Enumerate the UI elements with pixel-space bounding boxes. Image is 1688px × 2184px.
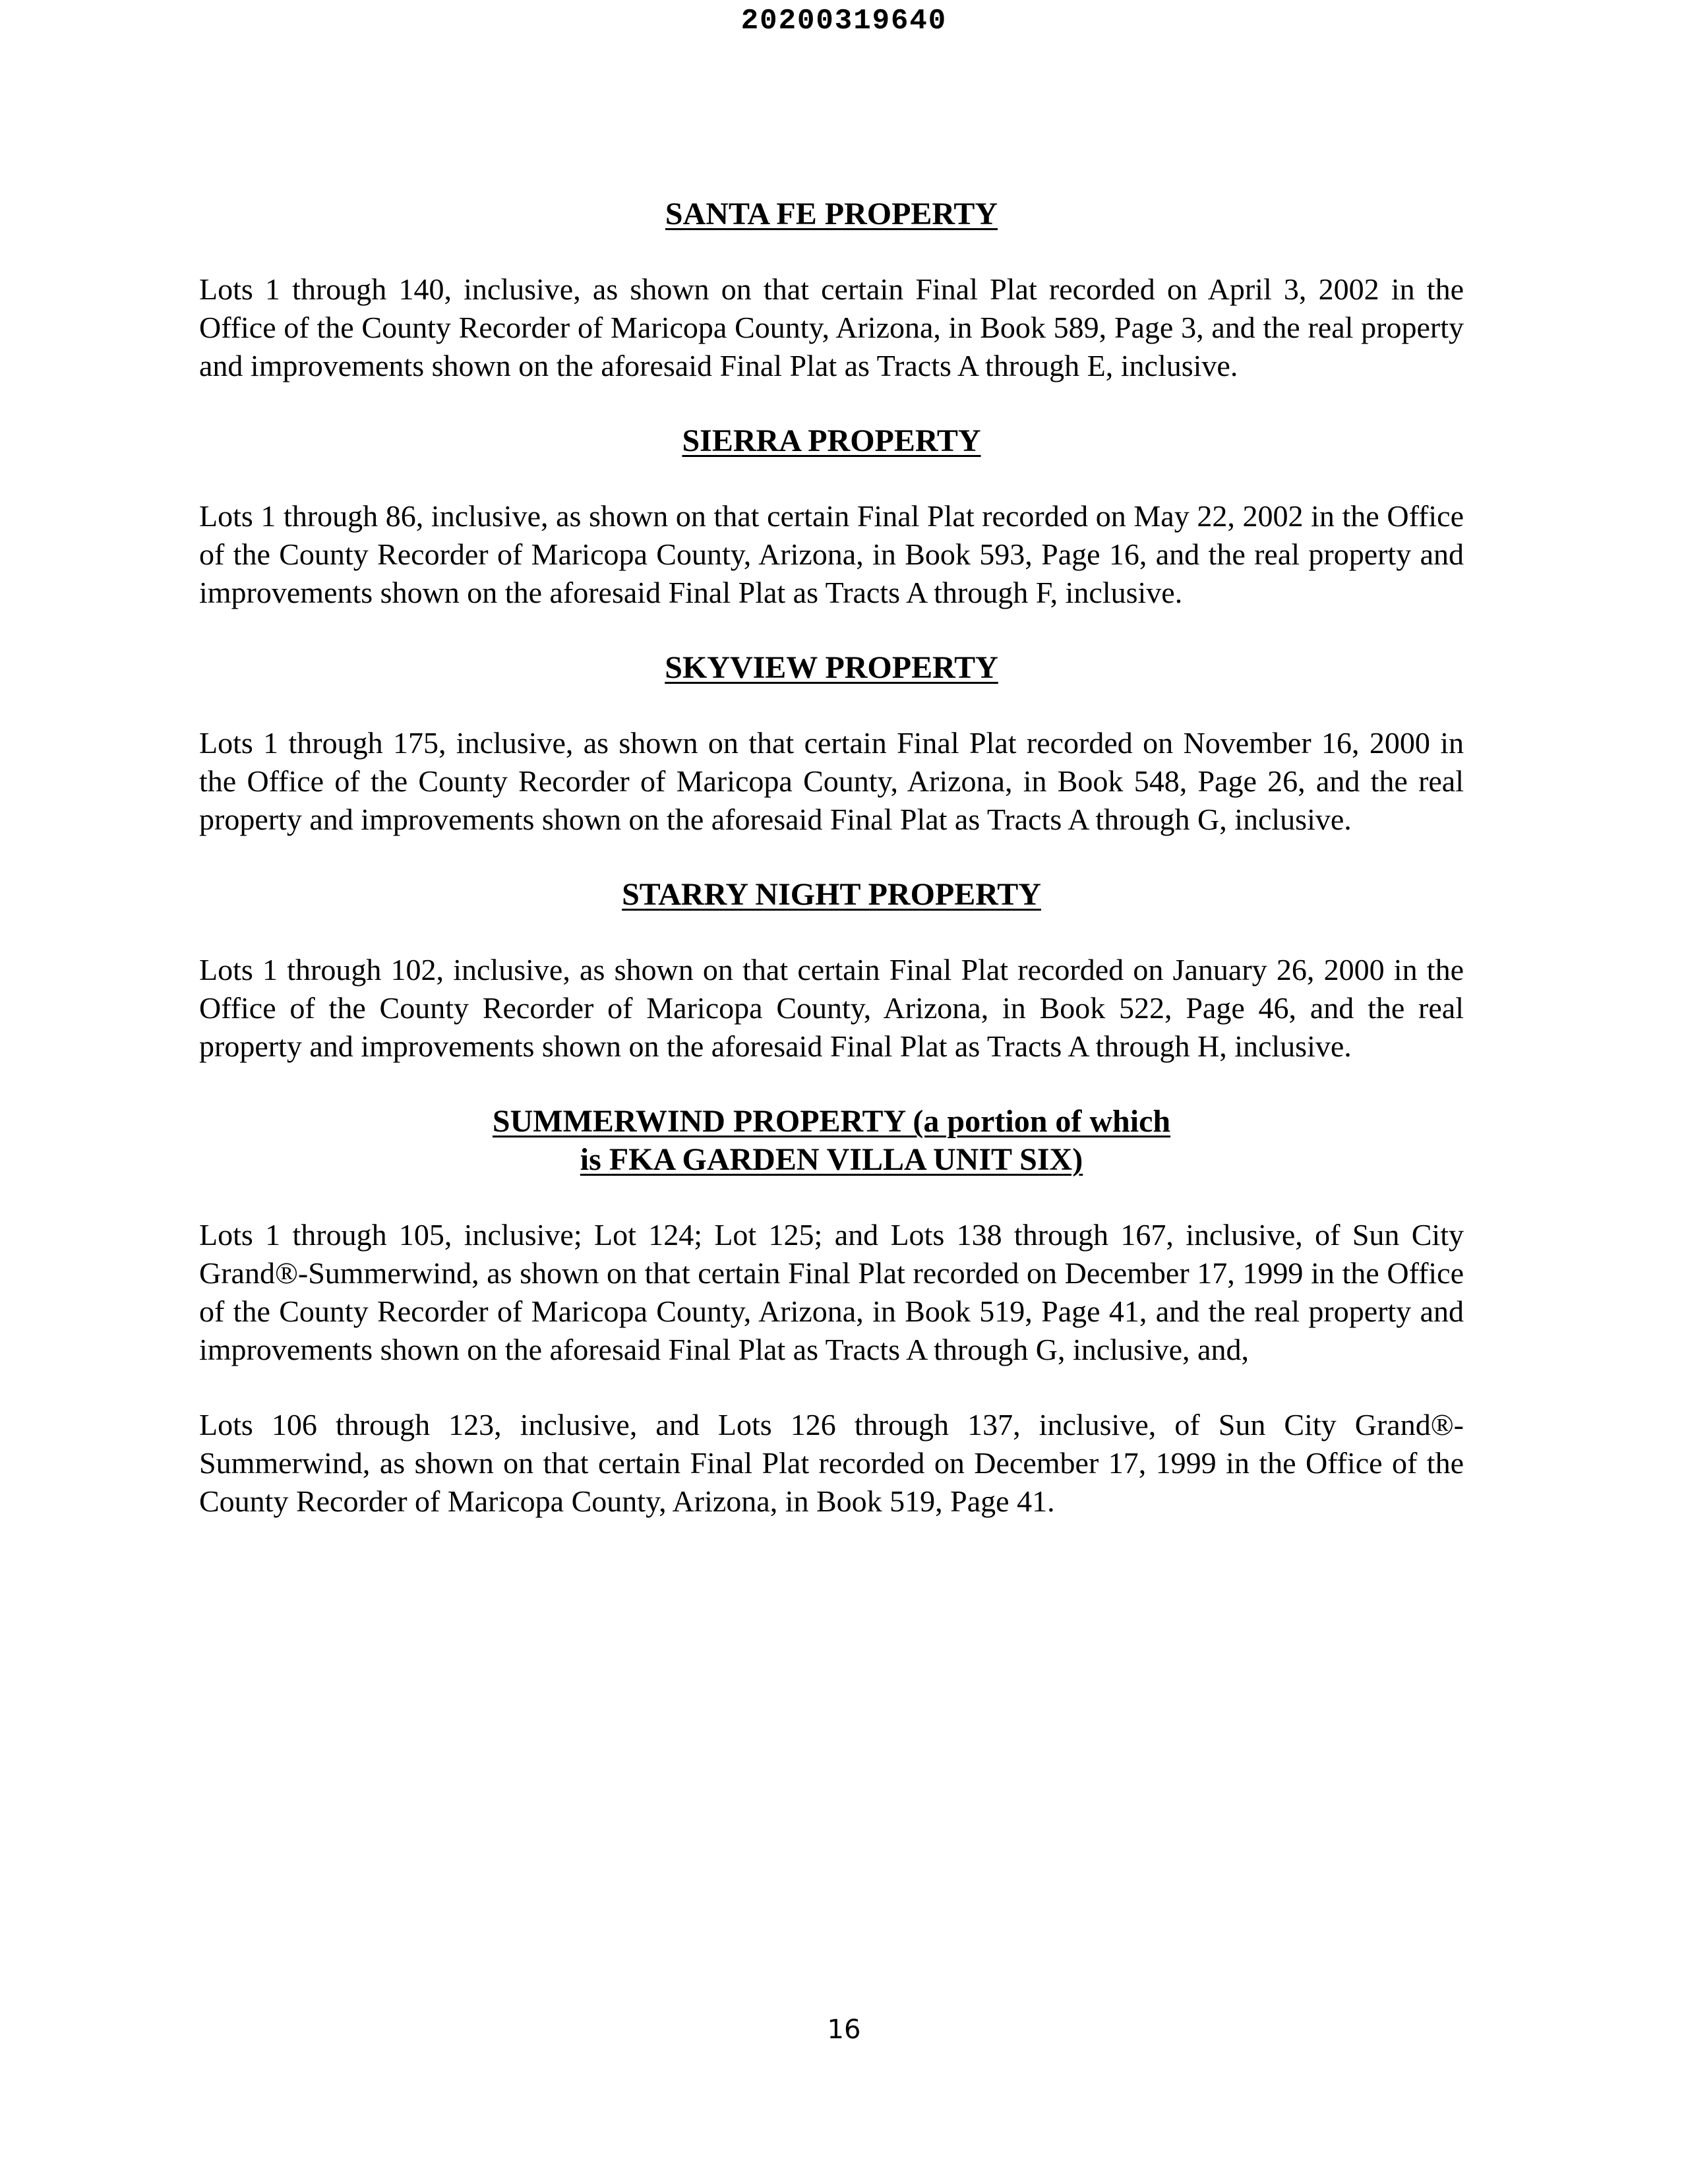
section-santa-fe — [199, 195, 1464, 385]
heading-line: SKYVIEW PROPERTY — [665, 650, 998, 685]
recording-number: 20200319640 — [740, 5, 948, 38]
heading-line: is FKA GARDEN VILLA UNIT SIX) — [580, 1142, 1083, 1177]
section-heading — [199, 422, 1464, 460]
legal-description-paragraph: Lots 1 through 105, inclusive; Lot 124; Lot 125; and Lots 138 through 167, inclusive, of Sun City Grand®-Summerwind, as shown on that certain Final Plat recorded on December 17, 1999 in the Office of the County Recorder of Maricopa County, Arizona, in Book 519, Page 41, and the real property and improvements shown on the aforesaid Final Plat as Tracts A through G, inclusive, and, — [199, 1218, 1464, 1366]
heading-line: SUMMERWIND PROPERTY (a portion of which — [492, 1104, 1171, 1139]
section-skyview — [199, 649, 1464, 839]
heading-line: STARRY NIGHT PROPERTY — [622, 877, 1041, 912]
legal-description-paragraph: Lots 1 through 140, inclusive, as shown on that certain Final Plat recorded on April 3, 2002 in the Office of the County Recorder of Maricopa County, Arizona, in Book 589, Page 3, and the real property and improvements shown on the aforesaid Final Plat as Tracts A through E, inclusive. — [199, 272, 1464, 382]
legal-description-paragraph: Lots 1 through 102, inclusive, as shown on that certain Final Plat recorded on January 26, 2000 in the Office of the County Recorder of Maricopa County, Arizona, in Book 522, Page 46, and the real property and improvements shown on the aforesaid Final Plat as Tracts A through H, inclusive. — [199, 953, 1464, 1063]
section-heading — [199, 195, 1464, 233]
section-heading — [199, 649, 1464, 687]
legal-description-paragraph: Lots 1 through 175, inclusive, as shown on that certain Final Plat recorded on November 16, 2000 in the Office of the County Recorder of Maricopa County, Arizona, in Book 548, Page 26, and the real property and improvements shown on the aforesaid Final Plat as Tracts A through G, inclusive. — [199, 726, 1464, 836]
legal-description-paragraph: Lots 1 through 86, inclusive, as shown on that certain Final Plat recorded on May 22, 2002 in the Office of the County Recorder of Maricopa County, Arizona, in Book 593, Page 16, and the real property and improvements shown on the aforesaid Final Plat as Tracts A through F, inclusive. — [199, 499, 1464, 609]
section-heading — [199, 876, 1464, 914]
section-sierra — [199, 422, 1464, 612]
section-summerwind — [199, 1103, 1464, 1521]
page-number: 16 — [827, 2015, 861, 2045]
heading-line: SANTA FE PROPERTY — [665, 197, 998, 231]
heading-line: SIERRA PROPERTY — [682, 423, 981, 458]
section-starry-night — [199, 876, 1464, 1066]
section-heading — [199, 1103, 1464, 1179]
document-body — [199, 195, 1464, 1558]
legal-description-paragraph: Lots 106 through 123, inclusive, and Lots 126 through 137, inclusive, of Sun City Grand®-Summerwind, as shown on that certain Final Plat recorded on December 17, 1999 in the Office of the County Recorder of Maricopa County, Arizona, in Book 519, Page 41. — [199, 1408, 1464, 1518]
